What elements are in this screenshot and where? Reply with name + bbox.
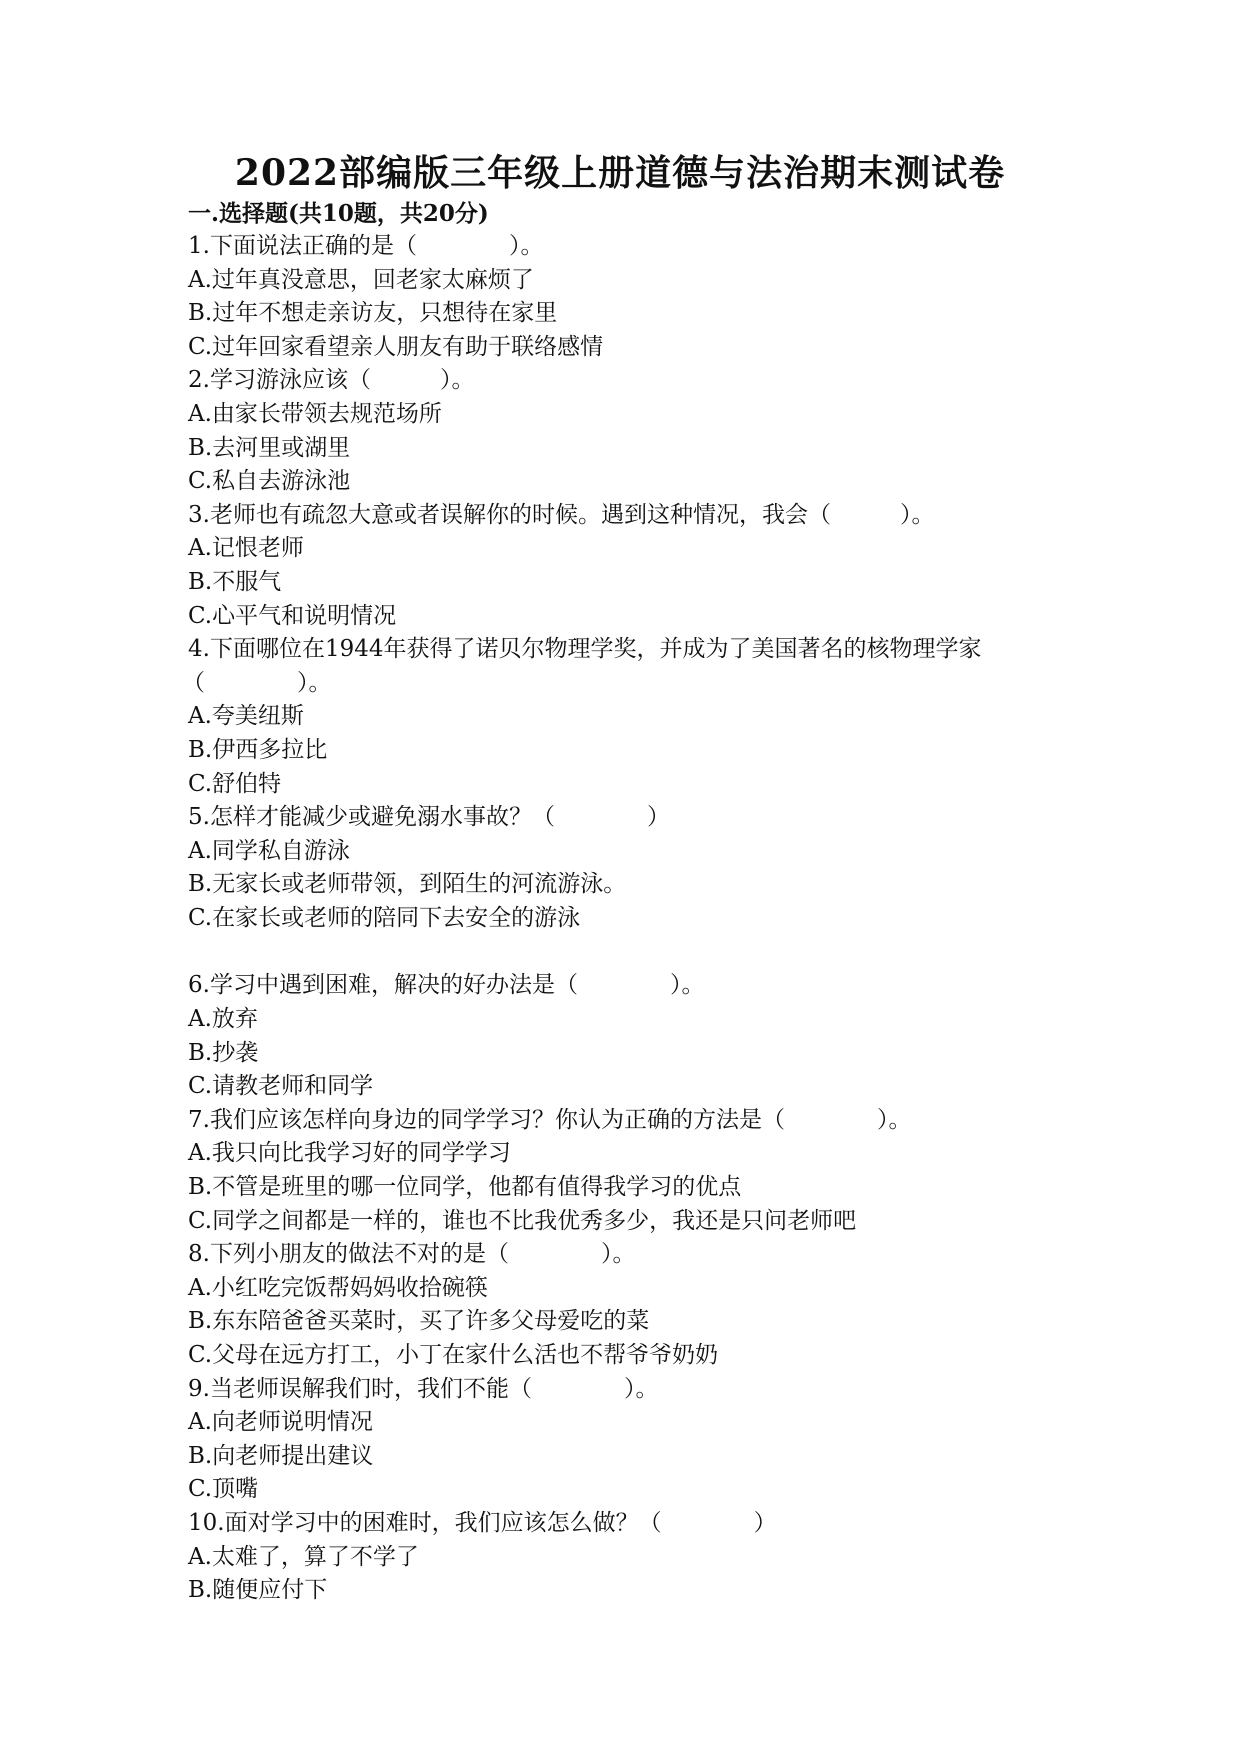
option-c: C.心平气和说明情况 bbox=[188, 602, 397, 629]
section-heading: 一.选择题(共10题，共20分) bbox=[188, 200, 489, 227]
option-b: B.无家长或老师带领，到陌生的河流游泳。 bbox=[188, 871, 627, 898]
option-b: B.抄袭 bbox=[188, 1039, 259, 1066]
option-b: B.不管是班里的哪一位同学，他都有值得我学习的优点 bbox=[188, 1174, 742, 1201]
option-a: A.同学私自游泳 bbox=[188, 837, 350, 864]
option-c: C.在家长或老师的陪同下去安全的游泳 bbox=[188, 904, 581, 931]
option-a: A.记恨老师 bbox=[188, 535, 304, 562]
question-stem: 2.学习游泳应该（ ）。 bbox=[188, 367, 475, 394]
option-b: B.东东陪爸爸买菜时，买了许多父母爱吃的菜 bbox=[188, 1308, 650, 1335]
exam-content bbox=[182, 198, 1088, 1608]
question-stem: 3.老师也有疏忽大意或者误解你的时候。遇到这种情况，我会（ ）。 bbox=[188, 501, 935, 528]
question-2 bbox=[188, 364, 1088, 498]
blank-gap bbox=[188, 935, 1088, 969]
question-5 bbox=[188, 801, 1088, 935]
option-a: A.由家长带领去规范场所 bbox=[188, 400, 442, 427]
option-a: A.向老师说明情况 bbox=[188, 1409, 373, 1436]
option-c: C.过年回家看望亲人朋友有助于联络感情 bbox=[188, 333, 604, 360]
option-c: C.舒伯特 bbox=[188, 770, 282, 797]
option-c: C.父母在远方打工，小丁在家什么活也不帮爷爷奶奶 bbox=[188, 1342, 719, 1368]
question-stem: 10.面对学习中的困难时，我们应该怎么做？（ ） bbox=[188, 1509, 777, 1536]
option-a: A.放弃 bbox=[188, 1006, 258, 1033]
question-7 bbox=[188, 1104, 1088, 1238]
question-stem: 6.学习中遇到困难，解决的好办法是（ ）。 bbox=[188, 972, 705, 999]
question-stem: 7.我们应该怎样向身边的同学学习？你认为正确的方法是（ ）。 bbox=[188, 1106, 912, 1133]
question-6 bbox=[188, 969, 1088, 1103]
question-stem: 5.怎样才能减少或避免溺水事故？（ ） bbox=[188, 804, 670, 831]
question-8 bbox=[188, 1238, 1088, 1372]
question-stem: 8.下列小朋友的做法不对的是（ ）。 bbox=[188, 1241, 636, 1268]
option-a: A.我只向比我学习好的同学学习 bbox=[188, 1140, 511, 1167]
question-stem: 1.下面说法正确的是（ ）。 bbox=[188, 233, 544, 259]
option-a: A.过年真没意思，回老家太麻烦了 bbox=[188, 266, 534, 293]
option-b: B.过年不想走亲访友，只想待在家里 bbox=[188, 300, 558, 327]
option-b: B.伊西多拉比 bbox=[188, 736, 328, 763]
option-c: C.请教老师和同学 bbox=[188, 1073, 374, 1100]
option-b: B.向老师提出建议 bbox=[188, 1442, 374, 1469]
question-9 bbox=[188, 1373, 1088, 1507]
question-1 bbox=[188, 230, 1088, 364]
question-10 bbox=[188, 1507, 1088, 1608]
page-title: 2022部编版三年级上册道德与法治期末测试卷 bbox=[234, 152, 1006, 194]
question-4 bbox=[182, 633, 1088, 801]
option-c: C.顶嘴 bbox=[188, 1476, 259, 1503]
option-a: A.夸美纽斯 bbox=[188, 703, 304, 730]
option-a: A.小红吃完饭帮妈妈收拾碗筷 bbox=[188, 1274, 488, 1301]
question-3 bbox=[188, 499, 1088, 633]
question-stem-continued: （ ）。 bbox=[182, 669, 332, 696]
question-stem: 9.当老师误解我们时，我们不能（ ）。 bbox=[188, 1375, 659, 1402]
option-b: B.不服气 bbox=[188, 568, 282, 595]
option-a: A.太难了，算了不学了 bbox=[188, 1543, 419, 1570]
question-stem: 4.下面哪位在1944年获得了诺贝尔物理学奖，并成为了美国著名的核物理学家 bbox=[188, 636, 982, 663]
option-b: B.去河里或湖里 bbox=[188, 434, 351, 461]
option-c: C.私自去游泳池 bbox=[188, 468, 351, 495]
option-b: B.随便应付下 bbox=[188, 1577, 328, 1604]
option-c: C.同学之间都是一样的，谁也不比我优秀多少，我还是只问老师吧 bbox=[188, 1207, 857, 1234]
